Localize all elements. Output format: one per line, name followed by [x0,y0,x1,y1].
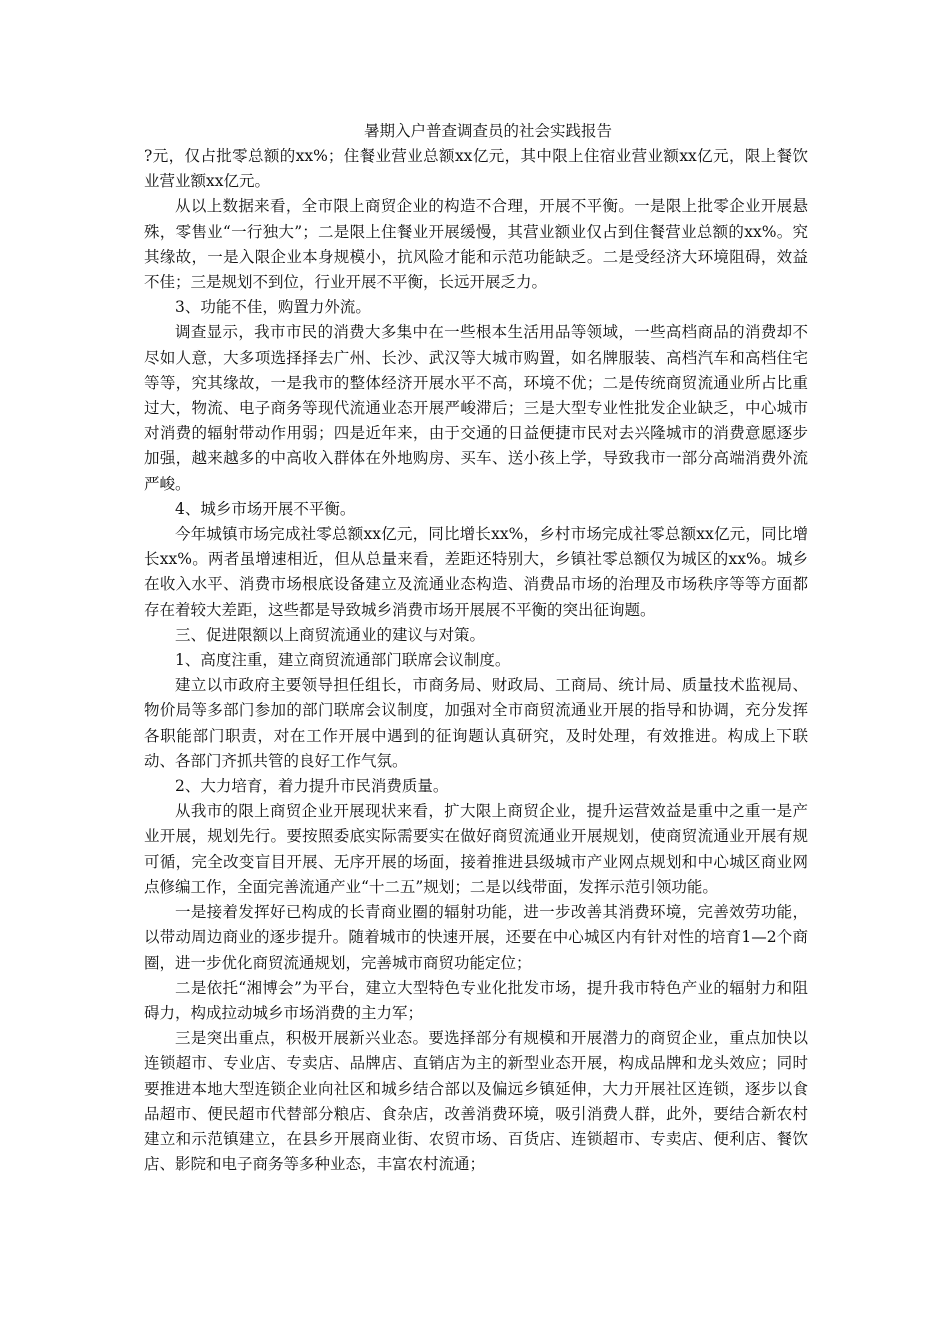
body-paragraph: 1、高度注重，建立商贸流通部门联席会议制度。 [175,651,511,670]
body-paragraph: 一是接着发挥好已构成的长青商业圈的辐射功能，进一步改善其消费环境，完善效劳功能，以带动周边商业的逐步提升。随着城市的快速开展，还要在中心城区内有针对性的培育1—2个商圈，进一步优化商贸流通规划，完善城市商贸功能定位； [144,903,808,972]
body-paragraph: 二是依托“湘博会”为平台，建立大型特色专业化批发市场，提升我市特色产业的辐射力和阻碍力，构成拉动城乡市场消费的主力军； [144,978,808,1022]
body-paragraph: 2、大力培育，着力提升市民消费质量。 [175,777,449,796]
body-paragraph: 三是突出重点，积极开展新兴业态。要选择部分有规模和开展潜力的商贸企业，重点加快以连锁超市、专业店、专卖店、品牌店、直销店为主的新型业态开展，构成品牌和龙头效应；同时要推进本地大型连锁企业向社区和城乡结合部以及偏远乡镇延伸，大力开展社区连锁，逐步以食品超市、便民超市代替部分粮店、食杂店，改善消费环境，吸引消费人群，此外，要结合新农村建立和示范镇建立，在县乡开展商业街、农贸市场、百货店、连锁超市、专卖店、便利店、餐饮店、影院和电子商务等多种业态，丰富农村流通； [144,1029,808,1174]
body-paragraph: 4、城乡市场开展不平衡。 [175,499,356,518]
body-paragraph: 从我市的限上商贸企业开展现状来看，扩大限上商贸企业，提升运营效益是重中之重一是产业开展，规划先行。要按照委底实际需要实在做好商贸流通业开展规划，使商贸流通业开展有规可循，完全改变盲目开展、无序开展的场面，接着推进县级城市产业网点规划和中心城区商业网点修编工作，全面完善流通产业“十二五”规划；二是以线带面，发挥示范引领功能。 [144,802,808,896]
body-paragraph: 今年城镇市场完成社零总额xx亿元，同比增长xx%，乡村市场完成社零总额xx亿元，同比增长xx%。两者虽增速相近，但从总量来看，差距还特别大，乡镇社零总额仅为城区的xx%。城乡在收入水平、消费市场根底设备建立及流通业态构造、消费品市场的治理及市场秩序等等方面都存在着较大差距，这些都是导致城乡消费市场开展展不平衡的突出征询题。 [144,525,808,619]
document-page [144,118,808,1177]
document-title: 暑期入户普查调查员的社会实践报告 [363,122,612,140]
body-paragraph: 从以上数据来看，全市限上商贸企业的构造不合理，开展不平衡。一是限上批零企业开展悬殊，零售业“一行独大”；二是限上住餐业开展缓慢，其营业额业仅占到住餐营业总额的xx%。究其缘故，一是入限企业本身规模小，抗风险才能和示范功能缺乏。二是受经济大环境阻碍，效益不佳；三是规划不到位，行业开展不平衡，长远开展乏力。 [144,197,808,292]
body-paragraph: 建立以市政府主要领导担任组长，市商务局、财政局、工商局、统计局、质量技术监视局、物价局等多部门参加的部门联席会议制度，加强对全市商贸流通业开展的指导和协调，充分发挥各职能部门职责，对在工作开展中遇到的征询题认真研究，及时处理，有效推进。构成上下联动、各部门齐抓共管的良好工作气氛。 [144,676,808,770]
document-body [144,144,808,1177]
body-paragraph: ?元，仅占批零总额的xx%；住餐业营业总额xx亿元，其中限上住宿业营业额xx亿元，限上餐饮业营业额xx亿元。 [144,147,808,191]
body-paragraph: 调查显示，我市市民的消费大多集中在一些根本生活用品等领域，一些高档商品的消费却不尽如人意，大多项选择择去广州、长沙、武汉等大城市购置，如名牌服装、高档汽车和高档住宅等等，究其缘故，一是我市的整体经济开展水平不高，环境不优；二是传统商贸流通业所占比重过大，物流、电子商务等现代流通业态开展严峻滞后；三是大型专业性批发企业缺乏，中心城市对消费的辐射带动作用弱；四是近年来，由于交通的日益便捷市民对去兴隆城市的消费意愿逐步加强，越来越多的中高收入群体在外地购房、买车、送小孩上学，导致我市一部分高端消费外流严峻。 [144,323,808,493]
body-paragraph: 3、功能不佳，购置力外流。 [175,298,371,317]
body-paragraph: 三、促进限额以上商贸流通业的建议与对策。 [175,625,486,644]
